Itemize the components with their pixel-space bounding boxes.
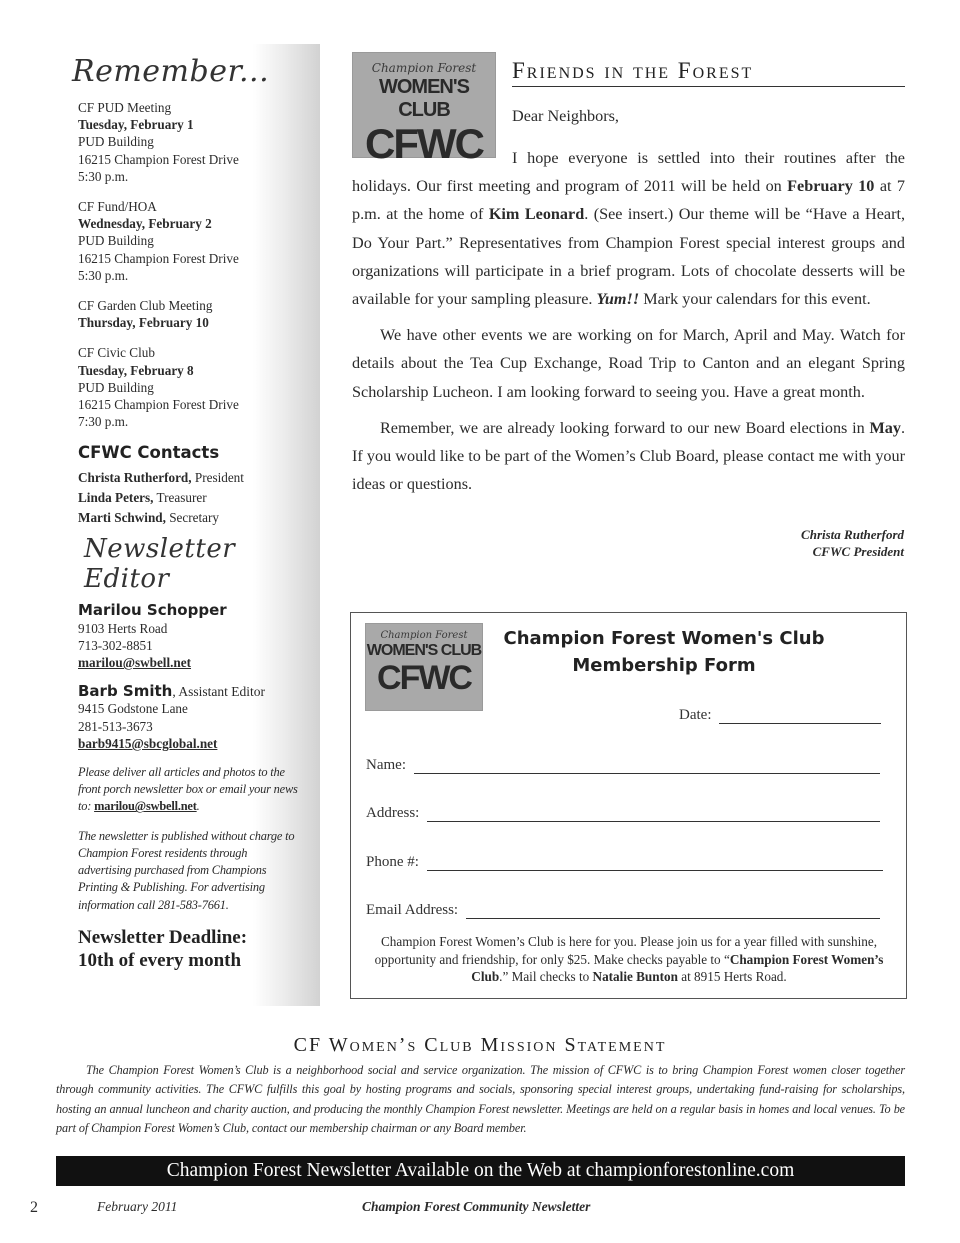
logo-womens-club: WOMEN'S CLUB: [379, 76, 469, 121]
event-pud-meeting: [78, 99, 300, 185]
name-field[interactable]: [366, 757, 880, 774]
yum-text: Yum!!: [596, 290, 640, 309]
meeting-host: Kim Leonard: [488, 205, 585, 224]
event-date: Wednesday, February 2: [78, 216, 212, 232]
signature-name: Christa Rutherford: [801, 527, 904, 542]
date-label: Date:: [679, 707, 712, 723]
editor-info: [78, 602, 300, 671]
deliver-email-link[interactable]: marilou@swbell.net: [94, 799, 197, 814]
event-name: CF Civic Club: [78, 345, 155, 361]
form-note: [369, 933, 889, 986]
event-place: PUD Building: [78, 233, 154, 249]
letter-text: at 7 p.m. at the home of: [352, 177, 905, 224]
editor-name: Marilou Schopper: [78, 601, 227, 620]
letter-text: I hope everyone is settled into their routines after the holidays. Our first meeting and program of 2011 will be held on: [352, 149, 905, 196]
contact-item: [78, 468, 300, 488]
membership-form: [350, 612, 907, 999]
meeting-date: February 10: [787, 177, 875, 196]
event-time: 5:30 p.m.: [78, 168, 129, 184]
letter-title: Friends in the Forest: [512, 58, 905, 87]
logo-womens-club: WOMEN'S CLUB: [366, 642, 482, 659]
publish-note: The newsletter is published without charge to Champion Forest residents through advertising purchased from Champions Printing & Publishing. For advertising information call 281-583-7661.: [78, 828, 295, 912]
editor-heading: Newsletter Editor: [84, 534, 236, 595]
event-name: CF Garden Club Meeting: [78, 298, 213, 314]
event-date: Tuesday, February 1: [78, 117, 194, 133]
cfwc-logo: [352, 52, 496, 167]
logo-script: Champion Forest: [380, 630, 468, 641]
form-title-line1: Champion Forest Women's Club: [503, 628, 825, 649]
mission-text: The Champion Forest Women’s Club is a neighborhood social and service organization. The mission of CFWC is to bring Champion Forest women closer together through community activities. The CFWC fulfills this goal by hosting programs and socials, sponsoring special interest groups, undertaking fund-raising for scholarships, hosting an annual luncheon and charity auction, and producing the monthly Champion Forest newsletter. Meetings are held on a regular basis in homes and local venues. To be part of Champion Forest Women’s Club, contact our membership chairman or any Board member.: [56, 1063, 905, 1136]
assistant-name: Barb Smith: [78, 682, 173, 701]
event-address: 16215 Champion Forest Drive: [78, 397, 239, 413]
form-contact: Natalie Bunton: [592, 969, 678, 984]
letter-text: . (See insert.) Our theme will be “Have a Heart, Do Your Part.” Representatives from Champion Forest special interest groups and organizations will participate in a brief program. Lots of chocolate desserts will be available for your sampling pleasure.: [352, 205, 906, 309]
assistant-email-link[interactable]: barb9415@sbcglobal.net: [78, 735, 218, 751]
event-address: 16215 Champion Forest Drive: [78, 250, 239, 266]
letter-paragraph-3: [352, 414, 905, 499]
address-label: Address:: [366, 805, 420, 821]
assistant-phone: 281-513-3673: [78, 718, 153, 734]
logo-cfwc: CFWC: [377, 659, 471, 697]
contact-role: Treasurer: [156, 490, 207, 506]
event-name: CF PUD Meeting: [78, 100, 172, 115]
email-field[interactable]: [366, 902, 880, 919]
publication-name: Champion Forest Community Newsletter: [362, 1199, 591, 1214]
letter-text: Mark your calendars for this event.: [639, 290, 871, 309]
event-name: CF Fund/HOA: [78, 199, 157, 215]
phone-field[interactable]: [366, 854, 883, 871]
event-date: Thursday, February 10: [78, 315, 209, 331]
web-banner[interactable]: Champion Forest Newsletter Available on the Web at championforestonline.com: [56, 1156, 905, 1186]
letter-greeting: Dear Neighbors,: [512, 107, 619, 125]
deadline-value: 10th of every month: [78, 949, 242, 971]
contact-role: President: [194, 470, 244, 486]
deadline-label: Newsletter Deadline:: [78, 926, 248, 948]
remember-heading: Remember...: [72, 54, 270, 89]
event-garden-club: [78, 297, 300, 331]
form-cfwc-logo: [365, 623, 483, 711]
form-title-line2: Membership Form: [572, 655, 756, 676]
contact-item: [78, 488, 300, 508]
event-address: 16215 Champion Forest Drive: [78, 151, 239, 167]
date-line[interactable]: [719, 709, 881, 724]
event-place: PUD Building: [78, 379, 154, 395]
letter-paragraph-2: We have other events we are working on for March, April and May. Watch for details about the Tea Cup Exchange, Road Trip to Canton and an elegant Spring Scholarship Lucheon. I am looking forward to seeing you. Have a great month.: [352, 326, 905, 401]
logo-cfwc: CFWC: [365, 120, 483, 167]
editor-email-link[interactable]: marilou@swbell.net: [78, 655, 192, 671]
logo-script: Champion Forest: [371, 61, 477, 75]
assistant-role: , Assistant Editor: [172, 684, 265, 700]
election-month: May: [869, 418, 901, 437]
phone-line[interactable]: [427, 856, 883, 871]
event-place: PUD Building: [78, 134, 154, 150]
name-line[interactable]: [414, 759, 880, 774]
address-field[interactable]: [366, 805, 880, 822]
form-note-text: Champion Forest Women’s Club is here for you. Please join us for a year filled with sunshine, opportunity and friendship, for only $25. Make checks payable to “: [374, 934, 878, 967]
form-note-text: at 8915 Herts Road.: [677, 969, 787, 984]
form-note-text: .” Mail checks to: [499, 969, 593, 984]
deliver-note: [78, 764, 300, 816]
signature-title: CFWC President: [812, 544, 904, 559]
issue-date: February 2011: [97, 1199, 178, 1214]
deliver-note-end: .: [196, 799, 200, 814]
contacts-heading: CFWC Contacts: [78, 443, 220, 463]
email-label: Email Address:: [366, 902, 459, 918]
editor-street: 9103 Herts Road: [78, 620, 168, 636]
contact-item: [78, 508, 300, 528]
contact-name: Marti Schwind,: [78, 510, 166, 526]
assistant-editor-info: [78, 683, 300, 752]
mission-title: CF Women’s Club Mission Statement: [293, 1034, 667, 1056]
event-time: 5:30 p.m.: [78, 267, 129, 283]
letter-paragraph-1: [352, 144, 905, 313]
email-line[interactable]: [466, 904, 880, 919]
signature: [801, 526, 904, 560]
editor-phone: 713-302-8851: [78, 637, 153, 653]
page-number: 2: [30, 1199, 38, 1216]
contact-list: [78, 468, 300, 528]
deliver-note-text: Please deliver all articles and photos to the front porch newsletter box or email your news to:: [78, 765, 298, 814]
form-payee: Champion Forest Women’s Club: [471, 951, 884, 984]
event-civic-club: [78, 344, 300, 430]
name-label: Name:: [366, 757, 406, 773]
sidebar: [62, 44, 320, 1006]
contact-name: Linda Peters,: [78, 490, 154, 506]
letter-text: . If you would like to be part of the Women’s Club Board, please contact me with your ideas or questions.: [352, 418, 905, 494]
date-field[interactable]: [679, 707, 881, 724]
event-fund-hoa: [78, 198, 300, 284]
sidebar-content: [72, 54, 300, 972]
contact-name: Christa Rutherford,: [78, 470, 192, 486]
event-date: Tuesday, February 8: [78, 362, 194, 378]
assistant-street: 9415 Godstone Lane: [78, 701, 188, 717]
letter-text: Remember, we are already looking forward to our new Board elections in: [380, 418, 870, 437]
newsletter-deadline: [78, 926, 300, 972]
address-line[interactable]: [427, 807, 880, 822]
letter-body: [352, 144, 905, 498]
contact-role: Secretary: [169, 510, 220, 526]
phone-label: Phone #:: [366, 854, 419, 870]
event-time: 7:30 p.m.: [78, 414, 129, 430]
form-title: [499, 625, 829, 679]
